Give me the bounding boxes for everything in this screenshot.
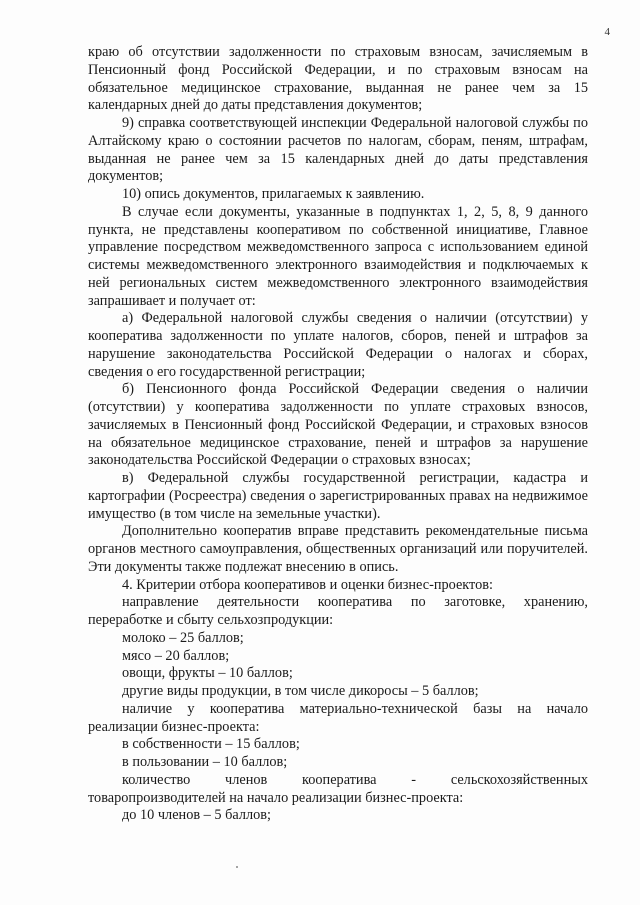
- paragraph: 4. Критерии отбора кооперативов и оценки бизнес-проектов:: [122, 576, 493, 593]
- paragraph: 10) опись документов, прилагаемых к заявлению.: [122, 186, 425, 202]
- paragraph: овощи, фрукты – 10 баллов;: [122, 665, 293, 682]
- paragraph: В случае если документы, указанные в подпунктах 1, 2, 5, 8, 9 данного пункта, не представлены кооперативом по собственной инициативе, Главное управление посредством межведомственного запроса с использованием единой системы межведомственного электронного взаимодействия и подключаемых к ней региональных систем межведомственного электронного взаимодействия запрашивает и получает от:: [88, 203, 588, 309]
- paragraph: в) Федеральной службы государственной регистрации, кадастра и картографии (Росреестра) сведения о зарегистрированных правах на недвижимое имущество (в том числе на земельные участки).: [88, 470, 588, 522]
- paragraph: мясо – 20 баллов;: [122, 647, 230, 664]
- document-body: [88, 44, 588, 825]
- paragraph: наличие у кооператива материально-технической базы на начало реализации бизнес-проекта:: [88, 700, 588, 735]
- paragraph: количество членов кооператива - сельскохозяйственных товаропроизводителей на начало реализации бизнес-проекта:: [88, 771, 588, 806]
- paragraph: б) Пенсионного фонда Российской Федерации сведения о наличии (отсутствии) у кооператива задолженности по уплате страховых взносов, зачисляемых в Пенсионный фонд Российской Федерации, и страховых взносов на обязательное медицинское страхование, пеней и штрафов за нарушение законодательства Российской Федерации о страховых взносах;: [88, 381, 588, 469]
- paragraph: молоко – 25 баллов;: [122, 629, 244, 646]
- paragraph: краю об отсутствии задолженности по страховым взносам, зачисляемым в Пенсионный фонд Российской Федерации, и по страховым взносам на обязательное медицинское страхование, выданная не ранее чем за 15 календарных дней до даты представления документов;: [88, 44, 588, 114]
- paragraph: другие виды продукции, в том числе дикоросы – 5 баллов;: [122, 683, 479, 699]
- paragraph: а) Федеральной налоговой службы сведения о наличии (отсутствии) у кооператива задолженности по уплате налогов, сборов, пеней и штрафов за нарушение законодательства Российской Федерации о налогах и сборах, сведения о его государственной регистрации;: [88, 310, 588, 380]
- page-number: 4: [604, 26, 610, 38]
- paragraph: направление деятельности кооператива по заготовке, хранению, переработке и сбыту сельхозпродукции:: [88, 594, 588, 628]
- scan-speck: [236, 866, 238, 868]
- paragraph: Дополнительно кооператив вправе представить рекомендательные письма органов местного самоуправления, общественных организаций или поручителей. Эти документы также подлежат внесению в опись.: [88, 523, 588, 575]
- paragraph: 9) справка соответствующей инспекции Федеральной налоговой службы по Алтайскому краю о состоянии расчетов по налогам, сборам, пеням, штрафам, выданная не ранее чем за 15 календарных дней до даты представления документов;: [88, 115, 588, 185]
- paragraph: в собственности – 15 баллов;: [122, 736, 300, 753]
- paragraph: до 10 членов – 5 баллов;: [122, 807, 271, 824]
- paragraph: в пользовании – 10 баллов;: [122, 754, 288, 770]
